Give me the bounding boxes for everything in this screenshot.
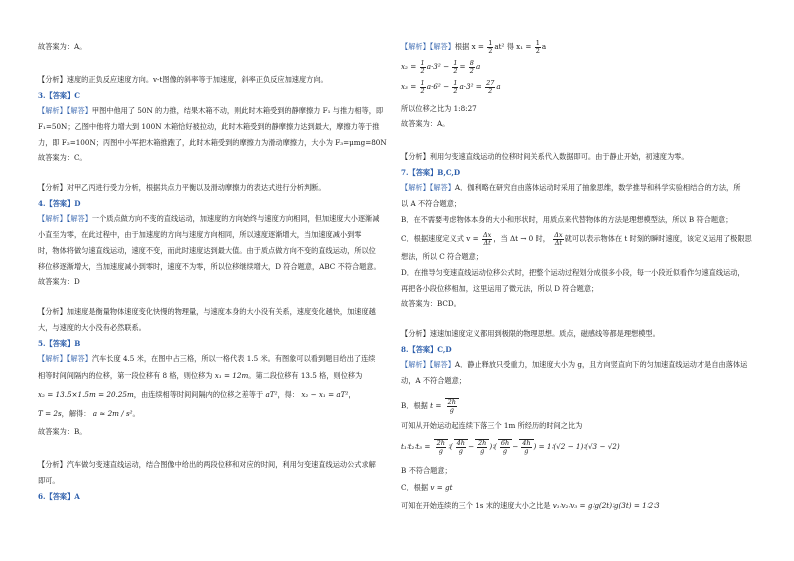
explanation-text: 相等时间间隔内的位移，第一段位移有 8 格，则位移为 (38, 371, 213, 380)
explanation-line: 想法，所以 C 符合题意； (401, 252, 483, 261)
explanation-text: ，当 Δt → 0 时， (493, 234, 550, 243)
explanation-text: a (541, 42, 547, 51)
analysis-line: 【分析】速速加速度定义都用到极限的物理思想。质点，磁感线等都是理想模型。 (401, 329, 660, 338)
explanation-line: 力，即 F₂=100N；丙图中小军把木箱推跑了，此时木箱受到的摩擦力为滑动摩擦力，大小为 F₃=μmg=80N (38, 138, 387, 147)
square-root: $\frac{6h}{g}$ (498, 439, 512, 454)
fraction: $\frac{1}{2}$ (453, 59, 458, 75)
explanation-line (401, 232, 752, 246)
answer-line: 故答案为：D (38, 277, 80, 286)
explanation-line (401, 40, 546, 54)
analysis-line: 即可。 (38, 476, 60, 485)
explanation-text: ，由连续相等时间间隔内的位移之差等于 (133, 390, 264, 399)
answer-line: 故答案为：BCD。 (401, 299, 461, 308)
equation-text: x₃ = (401, 82, 417, 91)
fraction: $\frac{27}{2}$ (486, 79, 495, 95)
equation-text: a (496, 82, 501, 91)
equation-line: t₁∶t₂∶t₃ = $\frac{2h}{g}$ ∶( $\frac{4h}{g}$ − $\frac{2h}{g}$ )∶( $\frac{6h}{g}$ − $\frac{4h}{g}$ ) = 1∶(√2 − 1)∶(√3 − √2) (401, 439, 620, 455)
explanation-text: 汽车长度 4.5 米，在图中占三格，所以一格代表 1.5 米。有图象可以看到题目给出了连续 (91, 354, 376, 363)
explanation-line: D．在推导匀变速直线运动位移公式时，把整个运动过程划分成很多小段，每一小段近似看作匀速直线运动， (401, 268, 745, 277)
equation: t = (430, 401, 442, 410)
fraction: $\frac{1}{2}$ (453, 79, 458, 95)
explanation-line (38, 371, 362, 381)
question-answer: 8.【答案】C,D (401, 345, 452, 354)
answer-line: 故答案为：A。 (401, 119, 450, 128)
explanation-text: 。 (132, 409, 140, 418)
equation-text: = (459, 62, 466, 71)
explanation-text: A．伽利略在研究自由落体运动时采用了抽象思维，数学推导和科学实验相结合的方法，所 (454, 183, 741, 192)
analysis-line: 【分析】加速度是衡量物体速度变化快慢的物理量，与速度本身的大小没有关系，速度变化越快，加速度越 (38, 307, 376, 316)
solution-tag: 【解析】【解答】 (38, 106, 92, 115)
square-root: $\frac{2h}{g}$ (434, 439, 448, 454)
explanation-line: 动，A 不符合题意； (401, 376, 466, 385)
fraction: $\frac{1}{2}$ (488, 39, 493, 55)
explanation-line (401, 483, 453, 493)
solution-tag: 【解析】【解答】 (38, 354, 92, 363)
explanation-text: 可知在开始连续的三个 1s 末的速度大小之比是 (401, 501, 551, 510)
question-answer: 6.【答案】A (38, 492, 80, 501)
explanation-line (38, 409, 140, 419)
explanation-line (38, 390, 356, 400)
explanation-line (401, 360, 747, 370)
analysis-line: 【分析】速度的正负反应速度方向。v-t图像的斜率等于加速度，斜率正负反应加速度方向。 (38, 75, 328, 84)
equation: aT² (265, 390, 278, 399)
explanation-text: C．根据速度定义式 v = (401, 234, 479, 243)
fraction: $\frac{\Delta x}{\Delta t}$ (482, 231, 492, 247)
explanation-line: 所以位移之比为 1:8:27 (401, 104, 477, 113)
analysis-line: 【分析】利用匀变速直线运动的位移时间关系代入数据即可。由于静止开始，初速度为零。 (401, 152, 689, 161)
explanation-line (401, 183, 740, 193)
explanation-line: 以 A 不符合题意； (401, 199, 462, 208)
equation-line (401, 60, 480, 74)
explanation-line (401, 501, 660, 511)
explanation-text: ，得： (277, 390, 300, 399)
analysis-line: 【分析】对甲乙丙进行受力分析，根据共点力平衡以及滑动摩擦力的表达式进行分析判断。 (38, 183, 326, 192)
explanation-text: 。第二段位移有 13.5 格，则位移为 (248, 371, 363, 380)
question-answer: 5.【答案】B (38, 339, 81, 348)
equation: x₁ = 12m (214, 371, 249, 380)
fraction: $\frac{1}{2}$ (420, 79, 425, 95)
explanation-text: B．根据 (401, 401, 428, 410)
equation: a ≈ 2m / s² (92, 409, 133, 418)
equation: x₂ − x₁ = aT² (301, 390, 349, 399)
explanation-line: 移位移逐渐增大，当加速度减小到零时，速度不为零，所以位移继续增大，D 符合题意，ABC 不符合题意。 (38, 262, 381, 271)
explanation-text: ， (348, 390, 356, 399)
fraction: $\frac{1}{2}$ (535, 39, 540, 55)
explanation-line: B．在不需要考虑物体本身的大小和形状时，用质点来代替物体的方法是理想模型法，所以 B 符合题意； (401, 215, 733, 224)
analysis-line: 【分析】汽车做匀变速直线运动，结合图像中给出的两段位移和对应的时间，利用匀变速直线运动公式求解 (38, 460, 376, 469)
equation: x₂ = 13.5×1.5m = 20.25m (38, 390, 134, 399)
explanation-text: C．根据 (401, 483, 429, 492)
equation-text: t₁∶t₂∶t₃ = (401, 442, 431, 451)
answer-line: 故答案为：B。 (38, 427, 87, 436)
equation-text: a·3² − (426, 62, 450, 71)
explanation-text: 一个质点做方向不变的直线运动，加速度的方向始终与速度方向相同，但加速度大小逐渐减 (91, 214, 380, 223)
explanation-text: 根据 x = (454, 42, 484, 51)
equation: v = gt (430, 483, 453, 492)
square-root: $\frac{4h}{g}$ (454, 439, 468, 454)
answer-line: 故答案为：C。 (38, 153, 87, 162)
solution-tag: 【解析】【解答】 (38, 214, 92, 223)
equation-line (401, 80, 501, 94)
explanation-line: F₁=50N；乙图中他将力增大到 100N 木箱恰好被拉动，此时木箱受到的静摩擦力达到最大，摩擦力等于推 (38, 122, 380, 131)
fraction: $\frac{1}{2}$ (420, 59, 425, 75)
explanation-text: A．静止释放只受重力，加速度大小为 g，且方向竖直向下的匀加速直线运动才是自由落体运 (454, 360, 748, 369)
explanation-text: at² 得 x₁ = (494, 42, 532, 51)
explanation-line: 小直至为零，在此过程中，由于加速度的方向与速度方向相同，所以速度逐渐增大，当加速度减小到零 (38, 230, 362, 239)
explanation-line: 再把各小段位移相加，这里运用了微元法，所以 D 符合题意； (401, 284, 599, 293)
equation-text: = 1∶(√2 − 1)∶(√3 − √2) (538, 442, 620, 451)
equation-text: a·6² − (426, 82, 450, 91)
explanation-text: ，解得： (61, 409, 91, 418)
fraction: $\frac{8}{2}$ (469, 59, 474, 75)
explanation-text: 甲图中他用了 50N 的力推，结果木箱不动，则此时木箱受到的静摩擦力 F₁ 与推力相等，即 (91, 106, 384, 115)
question-answer: 4.【答案】D (38, 199, 81, 208)
equation-text: x₂ = (401, 62, 417, 71)
equation-text: a (475, 62, 481, 71)
equation: v₁∶v₂∶v₃ = g∶g(2t)∶g(3t) = 1∶2∶3 (552, 501, 660, 510)
analysis-line: 大，与速度的大小没有必然联系。 (38, 323, 146, 332)
fraction: $\frac{\Delta x}{\Delta t}$ (554, 231, 563, 247)
explanation-line (38, 354, 375, 364)
solution-tag: 【解析】【解答】 (401, 360, 455, 369)
explanation-text: 就可以表示物体在 t 时刻的瞬时速度，该定义运用了极限思 (564, 234, 752, 243)
explanation-line (38, 214, 379, 224)
explanation-line (38, 106, 383, 116)
answer-line: 故答案为：A。 (38, 42, 87, 51)
explanation-line: 可知从开始运动起连续下落三个 1m 所经历的时间之比为 (401, 421, 583, 430)
question-answer: 7.【答案】B,C,D (401, 168, 461, 177)
square-root: $\frac{2h}{g}$ (475, 439, 489, 454)
equation-text: a·3² = (459, 82, 482, 91)
square-root: $\frac{4h}{g}$ (519, 439, 533, 454)
solution-tag: 【解析】【解答】 (401, 42, 455, 51)
explanation-line: 时，物体将做匀速直线运动，速度不变，而此时速度达到最大值。由于质点做方向不变的直线运动，所以位 (38, 246, 376, 255)
question-answer: 3.【答案】C (38, 91, 80, 100)
equation: T = 2s (38, 409, 62, 418)
explanation-line: B 不符合题意； (401, 466, 452, 475)
square-root: $\frac{2h}{g}$ (445, 398, 459, 413)
solution-tag: 【解析】【解答】 (401, 183, 455, 192)
explanation-line (401, 398, 459, 413)
